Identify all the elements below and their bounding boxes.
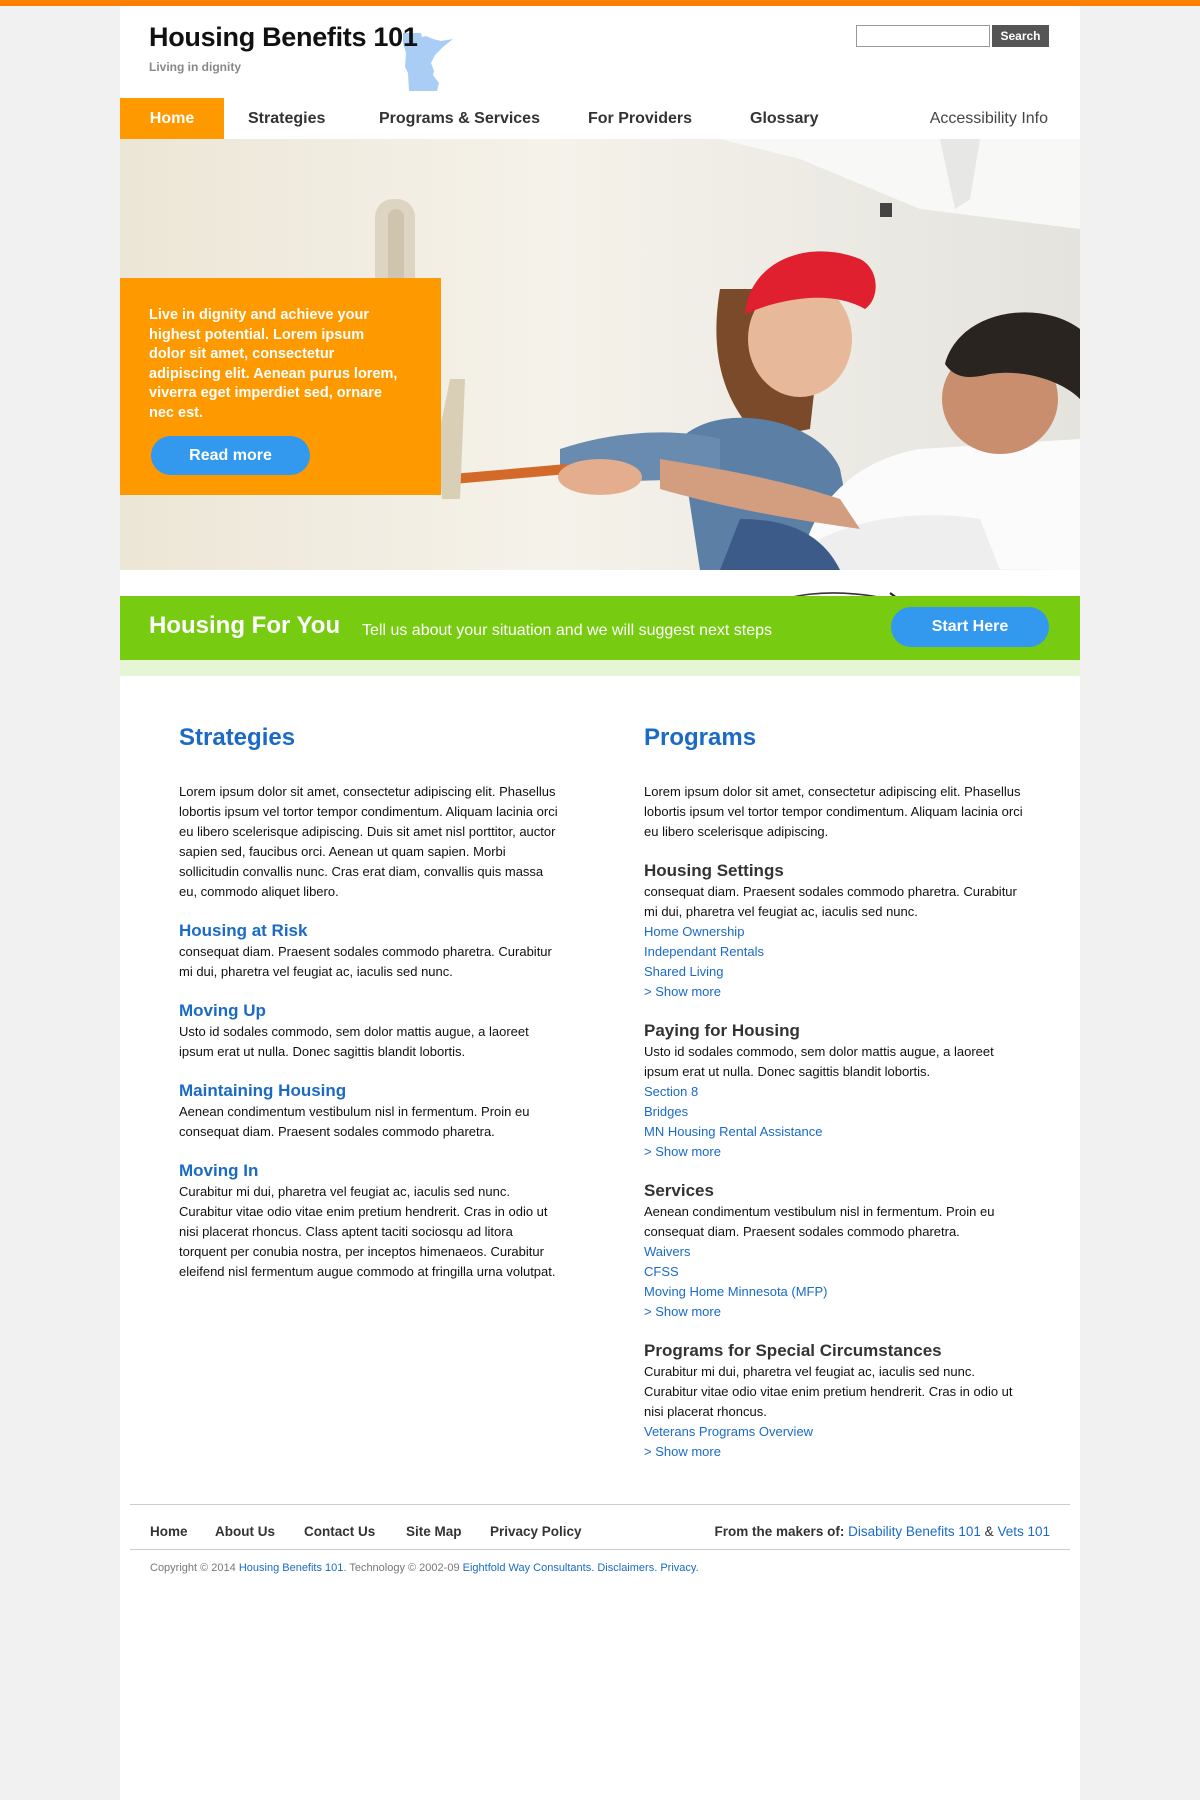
program-link[interactable]: MN Housing Rental Assistance <box>644 1124 823 1139</box>
housing-for-you-banner <box>120 596 1080 660</box>
program-section-text: Aenean condimentum vestibulum nisl in fermentum. Proin eu consequat diam. Praesent sodales commodo pharetra. <box>644 1204 995 1239</box>
strategies-intro: Lorem ipsum dolor sit amet, consectetur adipiscing elit. Phasellus lobortis ipsum vel tortor tempor condimentum. Aliquam lacinia orci eu libero scelerisque adipiscing. Duis sit amet nisl porttitor, auctor sapien sed, faucibus orci. Aenean ut quam sapien. Morbi sollicitudin convallis nunc. Cras erat diam, convallis quis massa eu, commodo aliquet libero. <box>179 784 558 899</box>
hero-section <box>120 139 1080 570</box>
nav-item-strategies[interactable]: Strategies <box>248 110 326 127</box>
program-section-title: Programs for Special Circumstances <box>644 1341 942 1360</box>
programs-intro: Lorem ipsum dolor sit amet, consectetur adipiscing elit. Phasellus lobortis ipsum vel tortor tempor condimentum. Aliquam lacinia orci eu libero scelerisque adipiscing. <box>644 784 1023 839</box>
page-container <box>120 6 1080 1800</box>
strategy-maintaining-housing-link[interactable]: Maintaining Housing <box>179 1081 347 1100</box>
copyright-prefix: Copyright © 2014 <box>150 1562 236 1574</box>
strategies-title: Strategies <box>179 724 296 751</box>
program-link[interactable]: Moving Home Minnesota (MFP) <box>644 1284 828 1299</box>
strategies-column <box>179 724 559 1282</box>
show-more-link[interactable]: > Show more <box>644 1444 721 1459</box>
programs-column <box>644 724 1024 1462</box>
program-section-title: Paying for Housing <box>644 1021 800 1040</box>
banner-underline <box>120 660 1080 676</box>
site-title: Housing Benefits 101 <box>149 22 418 52</box>
disability-benefits-link[interactable]: Disability Benefits 101 <box>848 1524 981 1539</box>
start-here-button[interactable]: Start Here <box>891 607 1049 647</box>
program-section-text: consequat diam. Praesent sodales commodo pharetra. Curabitur mi dui, pharetra vel feugiat ac, iaculis sed nunc. <box>644 884 1017 919</box>
program-link[interactable]: Independant Rentals <box>644 944 764 959</box>
programs-title: Programs <box>644 724 757 751</box>
copyright-mid: . Technology © 2002-09 <box>343 1562 460 1574</box>
program-link[interactable]: Section 8 <box>644 1084 699 1099</box>
show-more-link[interactable]: > Show more <box>644 1144 721 1159</box>
copyright-site-link[interactable]: Housing Benefits 101 <box>238 1562 344 1574</box>
program-link[interactable]: Home Ownership <box>644 924 745 939</box>
site-tagline: Living in dignity <box>149 60 241 74</box>
program-link[interactable]: CFSS <box>644 1264 679 1279</box>
program-link[interactable]: Shared Living <box>644 964 724 979</box>
makers-credit <box>715 1524 1050 1539</box>
strategy-text: Curabitur mi dui, pharetra vel feugiat ac, iaculis sed nunc. Curabitur vitae odio vitae enim pretium hendrerit. Cras in odio ut nisi placerat rhoncus. Class aptent taciti sociosqu ad litora torquent per conubia nostra, per inceptos himenaeos. Curabitur eleifend nisl fermentum augue commodo at fringilla urna volutpat. <box>179 1184 556 1279</box>
banner-title: Housing For You <box>149 612 341 639</box>
search-input[interactable] <box>856 25 990 47</box>
nav-item-accessibility-info[interactable]: Accessibility Info <box>929 110 1048 127</box>
main-nav <box>120 98 1080 139</box>
read-more-button[interactable]: Read more <box>151 436 310 475</box>
nav-item-glossary[interactable]: Glossary <box>750 110 819 127</box>
copyright-company-link[interactable]: Eightfold Way Consultants <box>462 1562 592 1574</box>
footer-link-privacy-policy[interactable]: Privacy Policy <box>490 1524 582 1539</box>
footer-link-site-map[interactable]: Site Map <box>406 1524 462 1539</box>
hero-text: Live in dignity and achieve your highest potential. Lorem ipsum dolor sit amet, consectetur adipiscing elit. Aenean purus lorem, viverra eget imperdiet sed, ornare nec est. <box>149 307 398 421</box>
program-link[interactable]: Waivers <box>644 1244 691 1259</box>
program-section-title: Services <box>644 1181 714 1200</box>
site-logo[interactable] <box>149 22 469 82</box>
hero-callout <box>120 278 441 495</box>
footer-divider-bottom <box>130 1549 1070 1550</box>
makers-ampersand: & <box>984 1524 994 1539</box>
vets-101-link[interactable]: Vets 101 <box>997 1524 1050 1539</box>
program-section-title: Housing Settings <box>644 861 784 880</box>
search-button[interactable]: Search <box>992 25 1049 47</box>
nav-item-for-providers[interactable]: For Providers <box>588 110 693 127</box>
program-link[interactable]: Veterans Programs Overview <box>644 1424 814 1439</box>
footer-divider-top <box>130 1504 1070 1505</box>
show-more-link[interactable]: > Show more <box>644 1304 721 1319</box>
footer-link-contact-us[interactable]: Contact Us <box>304 1524 376 1539</box>
show-more-link[interactable]: > Show more <box>644 984 721 999</box>
strategy-text: Aenean condimentum vestibulum nisl in fermentum. Proin eu consequat diam. Praesent sodales commodo pharetra. <box>179 1104 530 1139</box>
banner-text: Tell us about your situation and we will suggest next steps <box>362 622 773 639</box>
strategy-text: consequat diam. Praesent sodales commodo pharetra. Curabitur mi dui, pharetra vel feugiat ac, iaculis sed nunc. <box>179 944 552 979</box>
nav-item-home[interactable]: Home <box>120 98 224 139</box>
privacy-link[interactable]: Privacy. <box>660 1562 699 1574</box>
strategy-text: Usto id sodales commodo, sem dolor mattis augue, a laoreet ipsum erat ut nulla. Donec sagittis blandit lobortis. <box>179 1024 529 1059</box>
program-link[interactable]: Bridges <box>644 1104 689 1119</box>
strategy-housing-at-risk-link[interactable]: Housing at Risk <box>179 921 308 940</box>
strategy-moving-in-link[interactable]: Moving In <box>179 1161 259 1180</box>
strategy-moving-up-link[interactable]: Moving Up <box>179 1001 266 1020</box>
copyright: Copyright © 2014 Housing Benefits 101. Technology © 2002-09 Eightfold Way Consultants. Disclaimers. Privacy. <box>150 1562 699 1574</box>
nav-item-programs-services[interactable]: Programs & Services <box>379 110 540 127</box>
program-section-text: Curabitur mi dui, pharetra vel feugiat ac, iaculis sed nunc. Curabitur vitae odio vitae enim pretium hendrerit. Cras in odio ut nisi placerat rhoncus. <box>644 1364 1013 1419</box>
footer-link-about-us[interactable]: About Us <box>215 1524 275 1539</box>
footer-link-home[interactable]: Home <box>150 1524 188 1539</box>
program-section-text: Usto id sodales commodo, sem dolor mattis augue, a laoreet ipsum erat ut nulla. Donec sagittis blandit lobortis. <box>644 1044 994 1079</box>
makers-label: From the makers of: <box>714 1524 845 1539</box>
disclaimers-link[interactable]: Disclaimers. <box>597 1562 658 1574</box>
